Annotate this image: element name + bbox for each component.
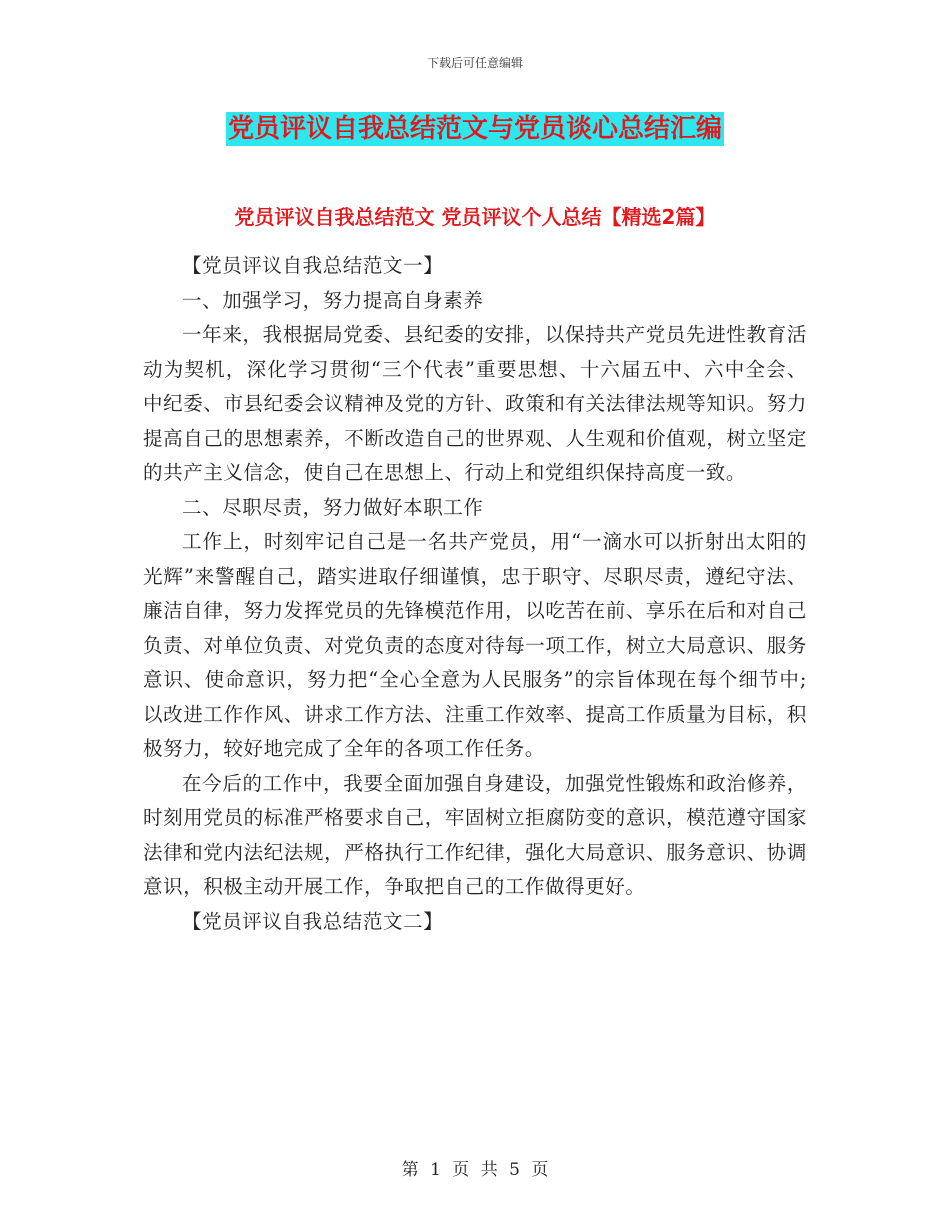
main-title: 党员评议自我总结范文与党员谈心总结汇编: [227, 114, 722, 144]
paragraph-heading-2: 二、尽职尽责，努力做好本职工作: [182, 495, 484, 519]
section-heading-1: 【党员评议自我总结范文一】: [182, 254, 444, 277]
section-heading-2: 【党员评议自我总结范文二】: [182, 909, 444, 933]
header-note: 下载后可任意编辑: [426, 56, 523, 70]
main-title-wrap: [0, 112, 950, 146]
paragraph-heading-1: 一、加强学习，努力提高自身素养: [182, 288, 484, 312]
paragraph-2: 工作上，时刻牢记自己是一名共产党员，用“一滴水可以折射出太阳的光辉”来警醒自己，踏实进取仔细谨慎，忠于职守、尽职尽责，遵纪守法、廉洁自律，努力发挥党员的先锋模范作用，以吃苦在前、享乐在后和对自己负责、对单位负责、对党负责的态度对待每一项工作，树立大局意识、服务意识、使命意识，努力把“全心全意为人民服务”的宗旨体现在每个细节中;以改进工作作风、讲求工作方法、注重工作效率、提高工作质量为目标，积极努力，较好地完成了全年的各项工作任务。: [143, 530, 807, 760]
sub-title: 党员评议自我总结范文 党员评议个人总结【精选2篇】: [234, 205, 716, 229]
page-footer: 第 1 页 共 5 页: [401, 1160, 549, 1180]
document-body: [143, 249, 807, 939]
paragraph-1: 一年来，我根据局党委、县纪委的安排，以保持共产党员先进性教育活动为契机，深化学习贯彻“三个代表”重要思想、十六届五中、六中全会、中纪委、市县纪委会议精神及党的方针、政策和有关法律法规等知识。努力提高自己的思想素养，不断改造自己的世界观、人生观和价值观，树立坚定的共产主义信念，使自己在思想上、行动上和党组织保持高度一致。: [143, 323, 807, 484]
paragraph-3: 在今后的工作中，我要全面加强自身建设，加强党性锻炼和政治修养，时刻用党员的标准严格要求自己，牢固树立拒腐防变的意识，模范遵守国家法律和党内法纪法规，严格执行工作纪律，强化大局意识、服务意识、协调意识，积极主动开展工作，争取把自己的工作做得更好。: [143, 771, 807, 898]
